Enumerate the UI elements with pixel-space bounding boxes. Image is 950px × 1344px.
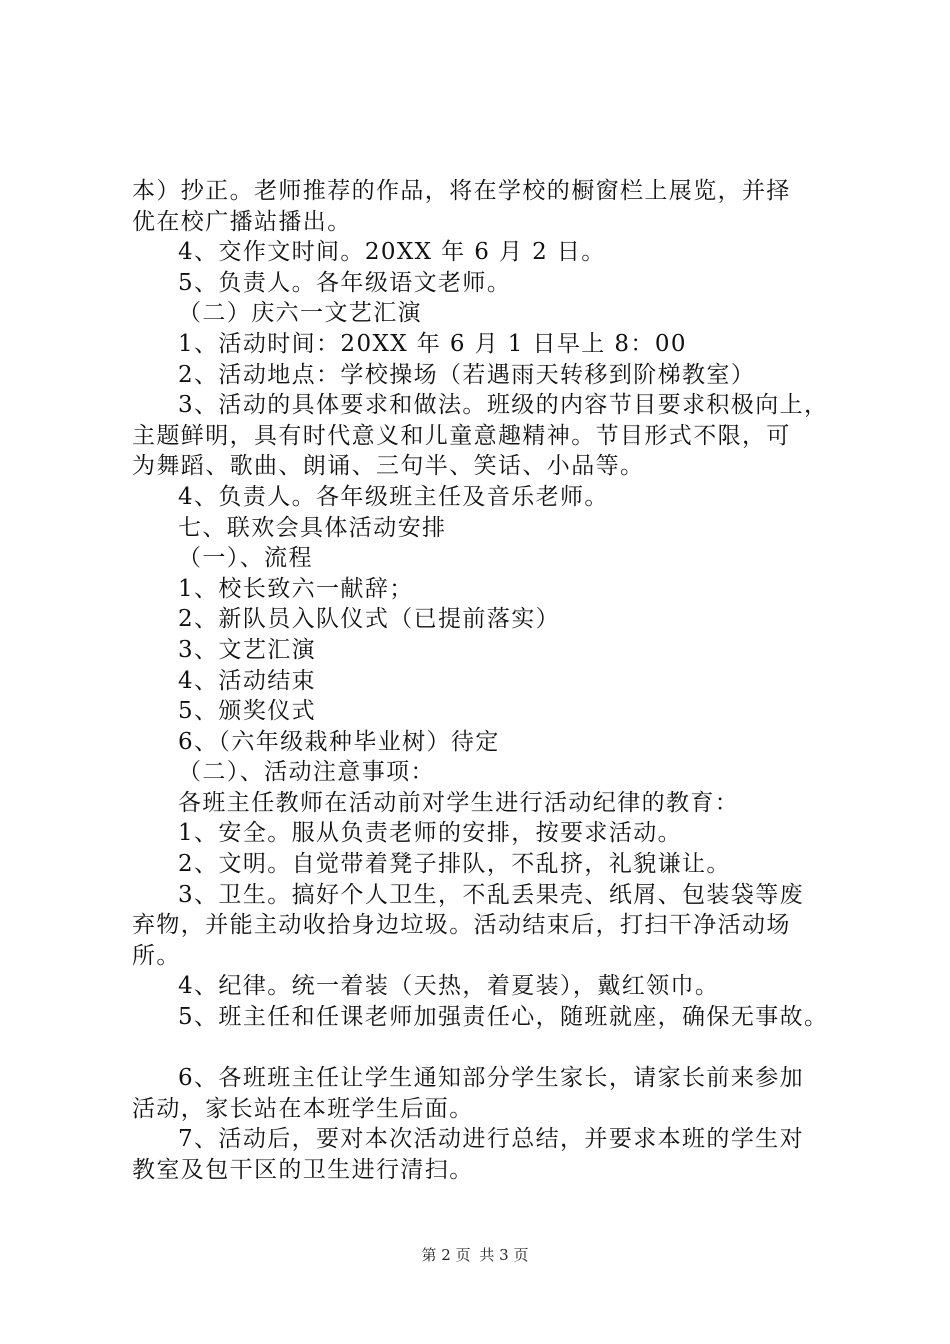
paragraph bbox=[132, 329, 832, 360]
paragraph bbox=[132, 666, 832, 697]
paragraph bbox=[132, 574, 832, 605]
text-line: 4、负责人。各年级班主任及音乐老师。 bbox=[178, 483, 609, 510]
text-line: 2、文明。自觉带着凳子排队，不乱挤，礼貌谦让。 bbox=[178, 851, 731, 878]
text-line: 5、班主任和任课老师加强责任心，随班就座，确保无事故。 bbox=[178, 1004, 829, 1031]
text-line: 1、校长致六一献辞； bbox=[178, 575, 414, 602]
text-line: 活动，家长站在本班学生后面。 bbox=[132, 1095, 474, 1122]
paragraph bbox=[132, 635, 832, 666]
paragraph bbox=[132, 298, 832, 329]
text-line: 2、活动地点：学校操场（若遇雨天转移到阶梯教室） bbox=[178, 361, 756, 388]
paragraph bbox=[132, 880, 832, 972]
paragraph bbox=[132, 390, 832, 482]
text-line: （二）、活动注意事项： bbox=[178, 759, 435, 786]
text-line: 5、颁奖仪式 bbox=[178, 698, 317, 725]
text-line: 本）抄正。老师推荐的作品，将在学校的橱窗栏上展览，并择 bbox=[132, 178, 791, 204]
paragraph bbox=[132, 1002, 832, 1033]
text-line: 七、联欢会具体活动安排 bbox=[178, 514, 447, 541]
paragraph bbox=[132, 543, 832, 574]
text-line: 5、负责人。各年级语文老师。 bbox=[178, 269, 512, 296]
text-line: 4、活动结束 bbox=[178, 667, 317, 694]
paragraph bbox=[132, 696, 832, 727]
text-line: 所。 bbox=[132, 942, 181, 969]
text-line: 6、各班班主任让学生通知部分学生家长，请家长前来参加 bbox=[178, 1065, 805, 1092]
text-line: 2、新队员入队仪式（已提前落实） bbox=[178, 606, 561, 633]
paragraph-gap bbox=[132, 1033, 832, 1064]
paragraph bbox=[132, 237, 832, 268]
paragraph bbox=[132, 176, 832, 237]
text-line: 6、（六年级栽种毕业树）待定 bbox=[178, 728, 500, 755]
paragraph bbox=[132, 268, 832, 299]
page-total: 共 3 页 bbox=[479, 1246, 529, 1264]
paragraph bbox=[132, 818, 832, 849]
paragraph bbox=[132, 971, 832, 1002]
paragraph bbox=[132, 1124, 832, 1185]
text-line: 各班主任教师在活动前对学生进行活动纪律的教育： bbox=[178, 789, 740, 816]
paragraph bbox=[132, 849, 832, 880]
text-line: 7、活动后，要对本次活动进行总结，并要求本班的学生对 bbox=[178, 1126, 805, 1153]
text-line: 弃物，并能主动收拾身边垃圾。活动结束后，打扫干净活动场 bbox=[132, 912, 791, 939]
text-line: 3、卫生。搞好个人卫生，不乱丢果壳、纸屑、包装袋等废 bbox=[178, 881, 805, 908]
text-line: 优在校广播站播出。 bbox=[132, 208, 352, 235]
text-line: 4、交作文时间。20XX 年 6 月 2 日。 bbox=[178, 239, 606, 266]
text-line: （二）庆六一文艺汇演 bbox=[178, 300, 422, 327]
text-line: 3、活动的具体要求和做法。班级的内容节目要求积极向上， bbox=[178, 392, 829, 419]
page-number: 第 2 页 bbox=[421, 1246, 471, 1264]
paragraph bbox=[132, 513, 832, 544]
page-footer bbox=[0, 1244, 950, 1265]
paragraph bbox=[132, 727, 832, 758]
paragraph bbox=[132, 1063, 832, 1124]
text-line: 3、文艺汇演 bbox=[178, 636, 317, 663]
document-body bbox=[132, 176, 832, 1186]
paragraph bbox=[132, 788, 832, 819]
text-line: 为舞蹈、歌曲、朗诵、三句半、笑话、小品等。 bbox=[132, 453, 645, 480]
text-line: 4、纪律。统一着装（天热，着夏装），戴红领巾。 bbox=[178, 973, 720, 1000]
paragraph bbox=[132, 482, 832, 513]
text-line: 教室及包干区的卫生进行清扫。 bbox=[132, 1157, 474, 1183]
text-line: 1、安全。服从负责老师的安排，按要求活动。 bbox=[178, 820, 683, 847]
text-line: 1、活动时间：20XX 年 6 月 1 日早上 8：00 bbox=[178, 330, 687, 357]
paragraph bbox=[132, 757, 832, 788]
text-line: （一）、流程 bbox=[178, 545, 313, 572]
paragraph bbox=[132, 604, 832, 635]
paragraph bbox=[132, 360, 832, 391]
text-line: 主题鲜明，具有时代意义和儿童意趣精神。节目形式不限，可 bbox=[132, 422, 791, 449]
